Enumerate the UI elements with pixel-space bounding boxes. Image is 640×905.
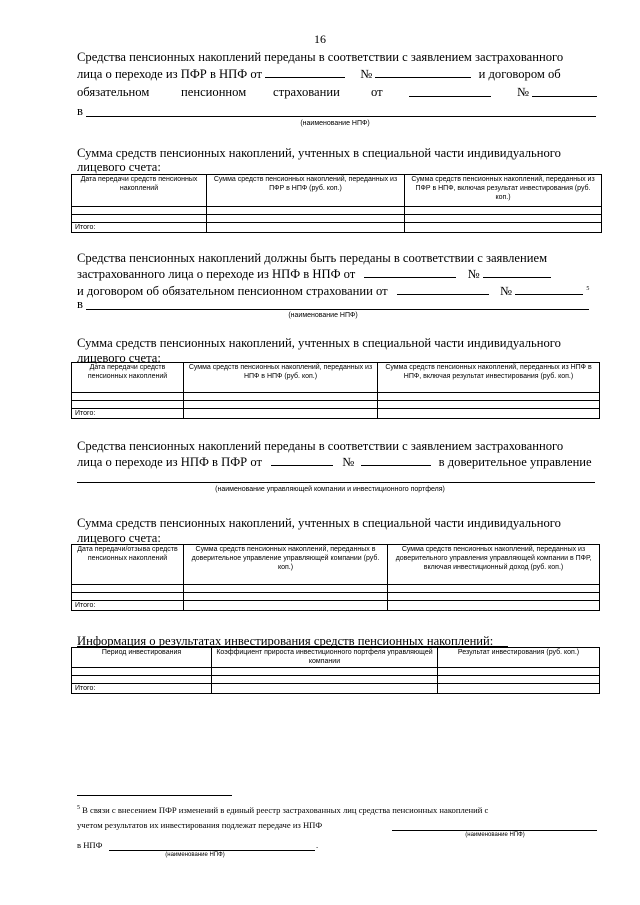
word-insurance: страховании xyxy=(273,85,340,99)
section1-line4 xyxy=(77,103,83,119)
section2-line2 xyxy=(77,266,597,282)
sum-heading-2-line1: Сумма средств пенсионных накоплений, учтенных в специальной части индивидуального xyxy=(77,336,561,350)
section1-line2 xyxy=(77,66,597,82)
section2-line1-text: Средства пенсионных накоплений должны быть переданы в соответствии с заявлением xyxy=(77,251,548,265)
footnote-separator xyxy=(77,795,232,796)
table-total-row xyxy=(72,684,600,694)
table-row xyxy=(72,668,600,676)
table-cell[interactable] xyxy=(72,207,207,215)
section1-line2-tail: и договором об xyxy=(478,67,561,81)
table-cell[interactable] xyxy=(378,401,600,409)
table-header-cell: Сумма средств пенсионных накоплений, переданных из ПФР в НПФ (руб. коп.) xyxy=(207,175,405,207)
total-cell[interactable] xyxy=(438,684,600,694)
number-sign: № xyxy=(517,85,530,99)
table-cell[interactable] xyxy=(405,207,602,215)
total-cell[interactable] xyxy=(184,601,388,611)
table-cell[interactable] xyxy=(72,593,184,601)
table-header-cell: Дата передачи средств пенсионных накоплений xyxy=(72,363,184,393)
table-cell[interactable] xyxy=(388,593,600,601)
sum-heading-2-line2: лицевого счета: xyxy=(77,351,161,365)
section2-prefix-v: в xyxy=(77,297,83,311)
section3-line1-text: Средства пенсионных накоплений переданы в соответствии с заявлением застрахованного xyxy=(77,439,564,453)
section3-line2-text: лица о переходе из НПФ в ПФР от xyxy=(77,455,262,469)
table-header-cell: Сумма средств пенсионных накоплений, переданных из ПФР в НПФ, включая результат инвестирования (руб. коп.) xyxy=(405,175,602,207)
word-from: от xyxy=(371,85,383,99)
table-header-cell: Дата передачи средств пенсионных накоплений xyxy=(72,175,207,207)
contract-number-field[interactable] xyxy=(515,283,583,295)
npf-name-caption: (наименование НПФ) xyxy=(300,120,370,127)
footnote-marker: 5 xyxy=(77,805,80,812)
table-row xyxy=(72,393,600,401)
table-header-cell: Результат инвестирования (руб. коп.) xyxy=(438,648,600,668)
section2-line3 xyxy=(77,281,597,299)
total-cell[interactable] xyxy=(212,684,438,694)
total-label: Итого: xyxy=(72,684,212,694)
total-cell[interactable] xyxy=(378,409,600,419)
table-row xyxy=(72,401,600,409)
footnote-line2-text: учетом результатов их инвестирования подлежат передаче из НПФ xyxy=(77,820,323,830)
investment-results-heading: Информация о результатах инвестирования средств пенсионных накоплений: xyxy=(77,634,494,648)
table-cell[interactable] xyxy=(72,668,212,676)
table-cell[interactable] xyxy=(207,215,405,223)
table-cell[interactable] xyxy=(212,668,438,676)
total-cell[interactable] xyxy=(388,601,600,611)
footnote-to-npf-field[interactable] xyxy=(109,850,315,851)
table-cell[interactable] xyxy=(72,676,212,684)
table-header-row xyxy=(72,545,600,585)
table-row xyxy=(72,593,600,601)
number-field[interactable] xyxy=(483,266,551,278)
footnote-line1-text: В связи с внесением ПФР изменений в единый реестр застрахованных лиц средства пенсионных накоплений с xyxy=(82,805,489,815)
management-company-field[interactable] xyxy=(77,482,595,483)
section3-line2 xyxy=(77,454,597,470)
number-sign: № xyxy=(360,67,373,81)
table-header-cell: Сумма средств пенсионных накоплений, переданных из НПФ в НПФ, включая результат инвестирования (руб. коп.) xyxy=(378,363,600,393)
footnote-line2 xyxy=(77,820,322,830)
contract-date-field[interactable] xyxy=(397,283,489,295)
number-sign: № xyxy=(499,284,512,299)
transfer-table-2 xyxy=(71,362,600,419)
total-label: Итого: xyxy=(72,223,207,233)
table-cell[interactable] xyxy=(184,401,378,409)
table-cell[interactable] xyxy=(184,585,388,593)
footnote-caption-1: (наименование НПФ) xyxy=(465,832,525,838)
section1-line2-text: лица о переходе из ПФР в НПФ от xyxy=(77,67,262,81)
footnote-caption-2: (наименование НПФ) xyxy=(165,852,225,858)
sum-heading-3-line2: лицевого счета: xyxy=(77,531,161,545)
table-header-cell: Сумма средств пенсионных накоплений, переданных в доверительное управление управляющей компании (руб. коп.) xyxy=(184,545,388,585)
npf-name-field[interactable] xyxy=(86,116,596,117)
footnote-line3 xyxy=(77,840,102,850)
number-sign: № xyxy=(342,455,355,469)
table-cell[interactable] xyxy=(184,593,388,601)
section2-line1 xyxy=(77,250,597,266)
table-total-row xyxy=(72,223,602,233)
contract-number-field[interactable] xyxy=(532,85,597,97)
footnote-line3-text: в НПФ xyxy=(77,840,103,850)
table-header-cell: Дата передачи/отзыва средств пенсионных накоплений xyxy=(72,545,184,585)
table-cell[interactable] xyxy=(207,207,405,215)
total-cell[interactable] xyxy=(184,409,378,419)
investment-results-table xyxy=(71,647,600,694)
date-field[interactable] xyxy=(364,266,456,278)
number-field[interactable] xyxy=(375,66,471,78)
management-company-caption: (наименование управляющей компании и инвестиционного портфеля) xyxy=(215,486,445,493)
table-header-cell: Сумма средств пенсионных накоплений, переданных из НПФ в НПФ (руб. коп.) xyxy=(184,363,378,393)
word-obligatory: обязательном xyxy=(77,85,150,99)
table-cell[interactable] xyxy=(72,401,184,409)
npf-name-field[interactable] xyxy=(86,309,589,310)
table-header-cell: Период инвестирования xyxy=(72,648,212,668)
npf-name-caption: (наименование НПФ) xyxy=(288,312,358,319)
footnote-ref[interactable]: 5 xyxy=(586,286,590,292)
transfer-table-1 xyxy=(71,174,602,233)
section2-line2-text: застрахованного лица о переходе из НПФ в НПФ от xyxy=(77,267,356,281)
table-header-row xyxy=(72,363,600,393)
number-field[interactable] xyxy=(361,454,431,466)
table-header-row xyxy=(72,175,602,207)
sum-heading-3 xyxy=(77,515,597,531)
total-label: Итого: xyxy=(72,601,184,611)
table-header-row xyxy=(72,648,600,668)
date-field[interactable] xyxy=(271,454,333,466)
section2-line3-text: и договором об обязательном пенсионном страховании от xyxy=(77,284,388,299)
table-cell[interactable] xyxy=(72,215,207,223)
table-cell[interactable] xyxy=(212,676,438,684)
table-row xyxy=(72,207,602,215)
footnote-end-mark: . xyxy=(316,840,319,850)
section1-line1 xyxy=(77,49,597,65)
footnote-line1 xyxy=(77,805,488,815)
table-header-cell: Сумма средств пенсионных накоплений, переданных из доверительного управления управляющей компании в ПФР, включая инвестиционный доход (руб. коп.) xyxy=(388,545,600,585)
table-cell[interactable] xyxy=(438,668,600,676)
table-cell[interactable] xyxy=(378,393,600,401)
page-number: 16 xyxy=(314,32,326,46)
table-row xyxy=(72,215,602,223)
total-label: Итого: xyxy=(72,409,184,419)
word-pension: пенсионном xyxy=(181,85,247,99)
table-header-cell: Коэффициент прироста инвестиционного портфеля управляющей компании xyxy=(212,648,438,668)
section1-prefix-v: в xyxy=(77,104,83,118)
footnote-from-npf-field[interactable] xyxy=(392,830,597,831)
section2-line4 xyxy=(77,296,83,312)
table-cell[interactable] xyxy=(72,393,184,401)
sum-heading-3-line1: Сумма средств пенсионных накоплений, учтенных в специальной части индивидуального xyxy=(77,516,561,530)
table-row xyxy=(72,676,600,684)
total-cell[interactable] xyxy=(207,223,405,233)
table-cell[interactable] xyxy=(388,585,600,593)
table-cell[interactable] xyxy=(72,585,184,593)
contract-date-field[interactable] xyxy=(409,85,491,97)
trust-management-table xyxy=(71,544,600,611)
table-row xyxy=(72,585,600,593)
number-sign: № xyxy=(467,267,480,281)
sum-heading-1-line2: лицевого счета: xyxy=(77,160,161,174)
section1-line1-text: Средства пенсионных накоплений переданы в соответствии с заявлением застрахованного xyxy=(77,50,564,64)
table-cell[interactable] xyxy=(405,215,602,223)
total-cell[interactable] xyxy=(405,223,602,233)
sum-heading-1-line1: Сумма средств пенсионных накоплений, учтенных в специальной части индивидуального xyxy=(77,146,561,160)
table-total-row xyxy=(72,409,600,419)
section3-line1 xyxy=(77,438,597,454)
section3-line2-tail: в доверительное управление xyxy=(438,455,592,469)
table-cell[interactable] xyxy=(438,676,600,684)
date-field[interactable] xyxy=(265,66,345,78)
sum-heading-2 xyxy=(77,335,597,351)
table-total-row xyxy=(72,601,600,611)
table-cell[interactable] xyxy=(184,393,378,401)
